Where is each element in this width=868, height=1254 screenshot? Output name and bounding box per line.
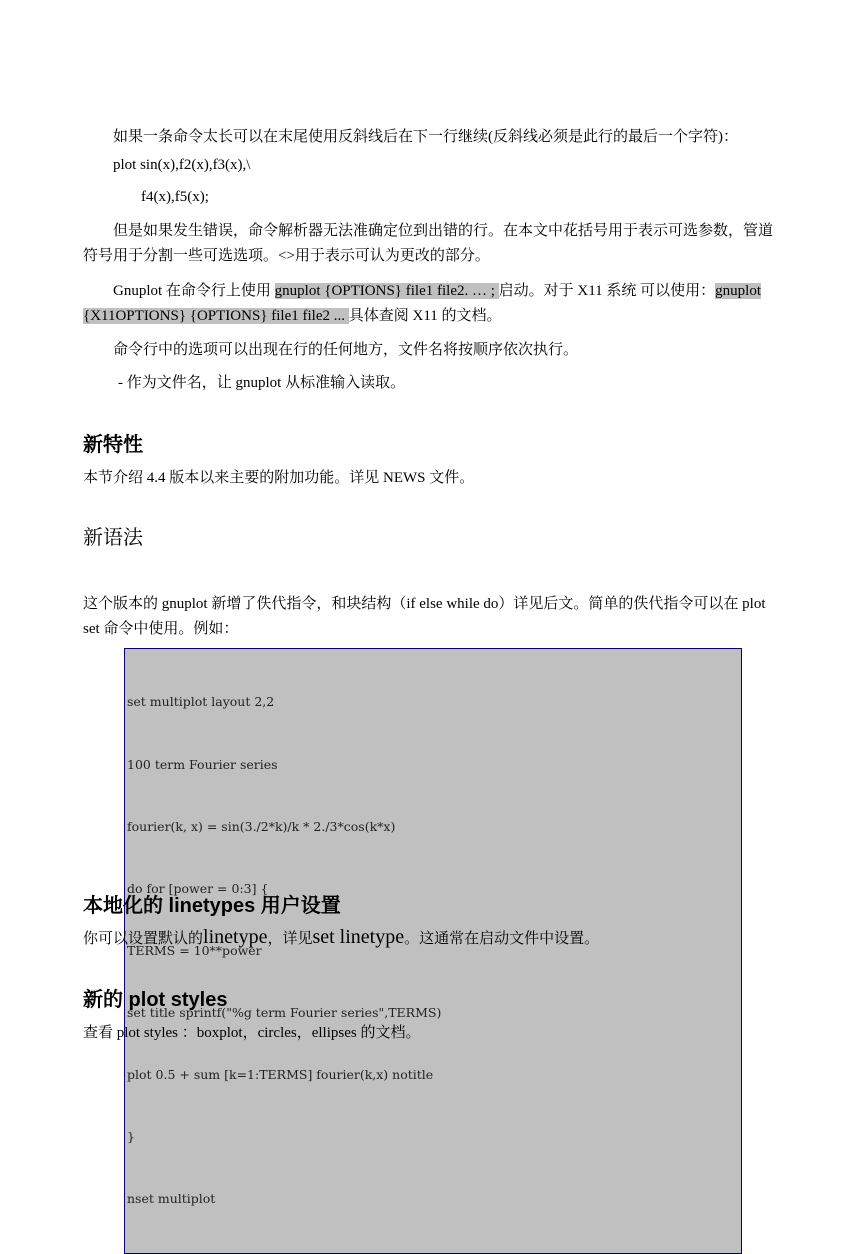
code-block-line: } xyxy=(127,1129,135,1145)
paragraph-linetypes xyxy=(83,925,779,952)
text-segment: ，详见 xyxy=(267,931,313,947)
highlighted-command: gnuplot {OPTIONS} file1 file2. … ; xyxy=(274,283,499,299)
code-block-line: do for [power = 0:3] { xyxy=(127,880,269,896)
code-block-line: plot 0.5 + sum [k=1:TERMS] fourier(k,x) notitle xyxy=(127,1067,434,1083)
paragraph-error-parsing: 但是如果发生错误，命令解析器无法准确定位到出错的行。在本文中花括号用于表示可选参数，管道符号用于分割一些可选选项。<>用于表示可认为更改的部分。 xyxy=(83,223,774,264)
heading-new-features: 新特性 xyxy=(83,434,143,456)
code-block-line: set title sprintf("%g term Fourier series",TERMS) xyxy=(127,1004,442,1020)
paragraph-options: 命令行中的选项可以出现在行的任何地方，文件名将按顺序依次执行。 xyxy=(113,342,579,358)
code-block-line: set multiplot layout 2,2 xyxy=(127,694,275,710)
heading-new-syntax: 新语法 xyxy=(83,525,143,549)
text-segment: 。这通常在启动文件中设置。 xyxy=(404,931,600,947)
text-segment: 启动。对于 X11 系统 可以使用： xyxy=(498,283,716,299)
paragraph-continuation: 如果一条命令太长可以在末尾使用反斜线后在下一行继续(反斜线必须是此行的最后一个字符)： xyxy=(113,129,738,145)
heading-plot-styles: 新的 plot styles xyxy=(83,989,228,1011)
code-line-2: f4(x),f5(x); xyxy=(141,189,209,205)
paragraph-new-syntax: 这个版本的 gnuplot 新增了佚代指令，和块结构（if else while do）详见后文。简单的佚代指令可以在 plot set 命令中使用。例如： xyxy=(83,596,766,637)
code-line-1: plot sin(x),f2(x),f3(x),\ xyxy=(113,157,251,173)
term-linetype: linetype xyxy=(203,926,268,948)
paragraph-command-line xyxy=(83,279,779,329)
code-block-line: 100 term Fourier series xyxy=(127,756,278,772)
text-segment: 具体查阅 X11 的文档。 xyxy=(348,308,502,324)
code-block-line: fourier(k, x) = sin(3./2*k)/k * 2./3*cos(k*x) xyxy=(127,818,396,834)
code-block-line: nset multiplot xyxy=(127,1191,216,1207)
paragraph-plot-styles: 查看 plot styles ：boxplot，circles，ellipses 的文档。 xyxy=(83,1025,421,1041)
paragraph-new-features: 本节介绍 4.4 版本以来主要的附加功能。详见 NEWS 文件。 xyxy=(83,470,475,486)
highlighted-command-x11: gnuplot {X11OPTIONS} {OPTIONS} file1 file2 ... xyxy=(83,283,762,324)
text-segment: Gnuplot 在命令行上使用 xyxy=(113,283,275,299)
paragraph-stdin: - 作为文件名，让 gnuplot 从标准输入读取。 xyxy=(118,375,406,391)
term-set-linetype: set linetype xyxy=(312,926,405,948)
text-segment: 你可以设置默认的 xyxy=(83,931,204,947)
heading-linetypes: 本地化的 linetypes 用户设置 xyxy=(83,895,341,917)
code-block-line: TERMS = 10**power xyxy=(127,942,262,958)
